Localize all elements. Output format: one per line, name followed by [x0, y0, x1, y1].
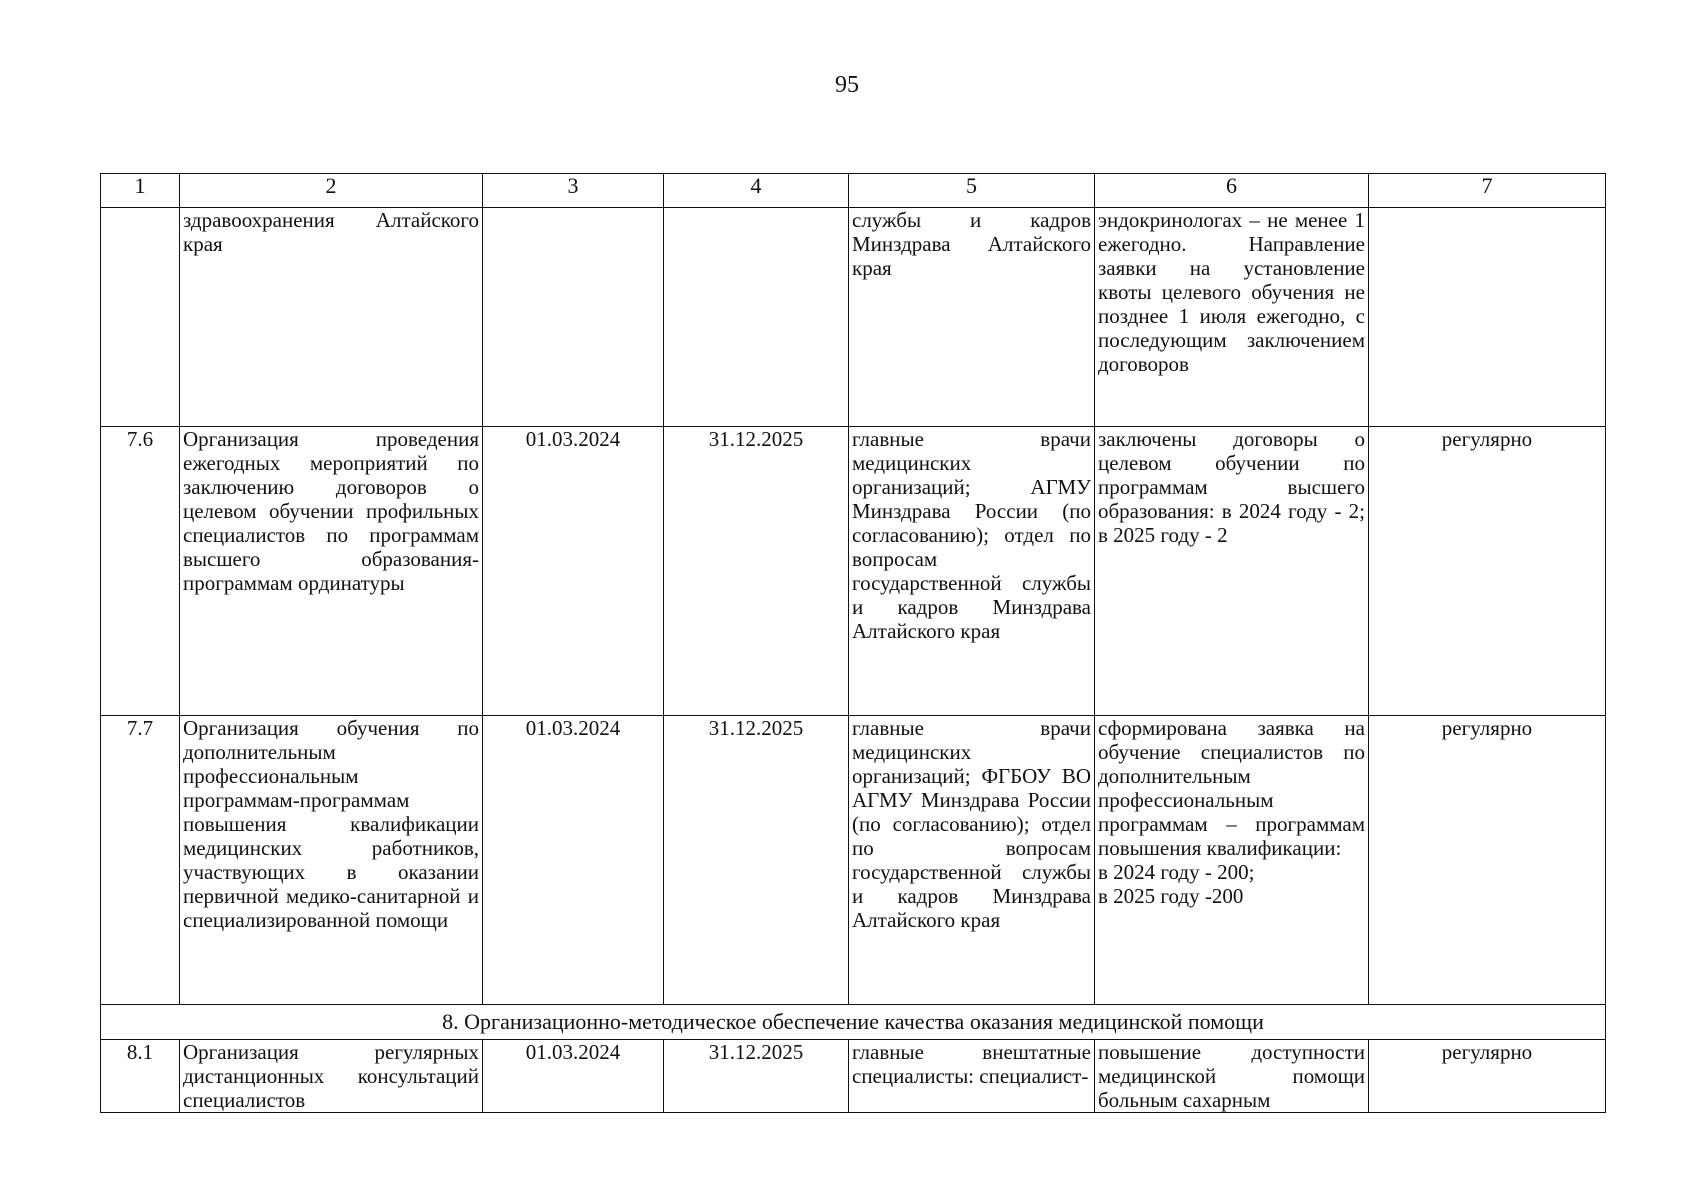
periodicity-cell: регулярно — [1369, 427, 1606, 716]
start-date-cell: 01.03.2024 — [483, 1040, 664, 1113]
row-number: 7.6 — [101, 427, 180, 716]
event-cell: Организация проведения ежегодных мероприятий по заключению договоров о целевом обучении профильных специалистов по программам высшего образования-программам ординатуры — [180, 427, 483, 716]
header-cell-6: 6 — [1095, 174, 1369, 208]
periodicity-cell: регулярно — [1369, 1040, 1606, 1113]
event-cell: здравоохранения Алтайского края — [180, 208, 483, 427]
row-number: 8.1 — [101, 1040, 180, 1113]
result-cell: заключены договоры о целевом обучении по программам высшего образования: в 2024 году - 2; в 2025 году - 2 — [1095, 427, 1369, 716]
end-date-cell: 31.12.2025 — [664, 1040, 849, 1113]
periodicity-cell: регулярно — [1369, 716, 1606, 1005]
result-cell: повышение доступности медицинской помощи больным сахарным — [1095, 1040, 1369, 1113]
responsible-cell: службы и кадров Минздрава Алтайского края — [849, 208, 1095, 427]
header-cell-5: 5 — [849, 174, 1095, 208]
table-row — [101, 716, 1606, 1005]
periodicity-cell — [1369, 208, 1606, 427]
row-number: 7.7 — [101, 716, 180, 1005]
result-cell: эндокринологах – не менее 1 ежегодно. Направление заявки на установление квоты целевого обучения не позднее 1 июля ежегодно, с последующим заключением договоров — [1095, 208, 1369, 427]
event-cell: Организация обучения по дополнительным профессиональным программам-программам повышения квалификации медицинских работников, участвующих в оказании первичной медико-санитарной и специализированной помощи — [180, 716, 483, 1005]
start-date-cell: 01.03.2024 — [483, 716, 664, 1005]
section-row — [101, 1005, 1606, 1040]
table-row — [101, 427, 1606, 716]
end-date-cell: 31.12.2025 — [664, 716, 849, 1005]
responsible-cell: главные врачи медицинских организаций; АГМУ Минздрава России (по согласованию); отдел по вопросам государственной службы и кадров Минздрава Алтайского края — [849, 427, 1095, 716]
header-cell-4: 4 — [664, 174, 849, 208]
row-number — [101, 208, 180, 427]
end-date-cell — [664, 208, 849, 427]
start-date-cell — [483, 208, 664, 427]
result-line: сформирована заявка на обучение специалистов по дополнительным профессиональным программам – программам повышения квалификации: — [1098, 716, 1365, 860]
responsible-cell: главные внештатные специалисты: специалист- — [849, 1040, 1095, 1113]
section-title: 8. Организационно-методическое обеспечение качества оказания медицинской помощи — [101, 1005, 1606, 1040]
page-number: 95 — [835, 72, 859, 98]
header-cell-2: 2 — [180, 174, 483, 208]
table-row — [101, 1040, 1606, 1113]
event-cell: Организация регулярных дистанционных консультаций специалистов — [180, 1040, 483, 1113]
result-line: в 2024 году - 200; — [1098, 860, 1255, 884]
plan-table — [100, 173, 1606, 1113]
header-cell-1: 1 — [101, 174, 180, 208]
result-line: в 2025 году -200 — [1098, 884, 1244, 908]
header-cell-7: 7 — [1369, 174, 1606, 208]
table-row — [101, 208, 1606, 427]
start-date-cell: 01.03.2024 — [483, 427, 664, 716]
end-date-cell: 31.12.2025 — [664, 427, 849, 716]
responsible-cell: главные врачи медицинских организаций; ФГБОУ ВО АГМУ Минздрава России (по согласованию); отдел по вопросам государственной службы и кадров Минздрава Алтайского края — [849, 716, 1095, 1005]
header-row — [101, 174, 1606, 208]
result-cell — [1095, 716, 1369, 1005]
header-cell-3: 3 — [483, 174, 664, 208]
